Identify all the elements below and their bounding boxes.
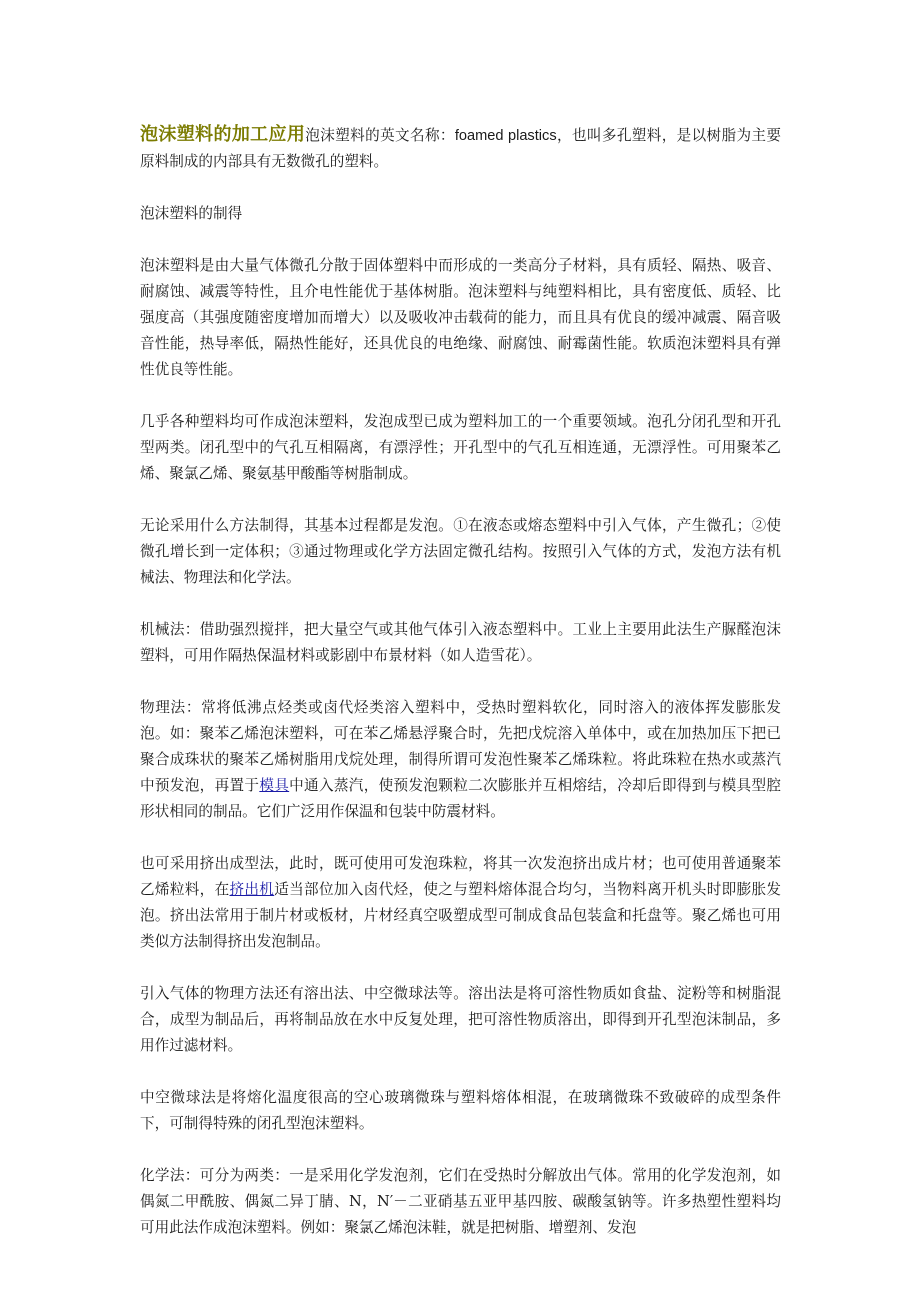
paragraph-mechanical: 机械法：借助强烈搅拌，把大量空气或其他气体引入液态塑料中。工业上主要用此法生产脲醛泡沫塑料，可用作隔热保温材料或影剧中布景材料（如人造雪花）。 — [140, 621, 781, 664]
paragraph-extrusion — [140, 851, 781, 955]
intro-paragraph — [140, 122, 781, 175]
physical-text-b: 中通入蒸汽，使预发泡颗粒二次膨胀并互相熔结，冷却后即得到与模具型腔形状相同的制品。它们广泛用作保温和包装中防震材料。 — [140, 777, 781, 820]
paragraph-hollow-microsphere: 中空微球法是将熔化温度很高的空心玻璃微珠与塑料熔体相混，在玻璃微珠不致破碎的成型条件下，可制得特殊的闭孔型泡沫塑料。 — [140, 1089, 781, 1132]
paragraph-physical — [140, 695, 781, 825]
document-title: 泡沫塑料的加工应用 — [140, 124, 306, 145]
paragraph-dissolution: 引入气体的物理方法还有溶出法、中空微球法等。溶出法是将可溶性物质如食盐、淀粉等和树脂混合，成型为制品后，再将制品放在水中反复处理，把可溶性物质溶出，即得到开孔型泡沫制品，多用作过滤材料。 — [140, 985, 781, 1054]
mold-link[interactable]: 模具 — [259, 777, 290, 794]
extrusion-text-b: 适当部位加入卤代烃，使之与塑料熔体混合均匀，当物料离开机头时即膨胀发泡。挤出法常用于制片材或板材，片材经真空吸塑成型可制成食品包装盒和托盘等。聚乙烯也可用类似方法制得挤出发泡制品。 — [140, 881, 781, 950]
extruder-link[interactable]: 挤出机 — [229, 881, 275, 898]
physical-text-a: 物理法：常将低沸点烃类或卤代烃类溶入塑料中，受热时塑料软化，同时溶入的液体挥发膨胀发泡。如：聚苯乙烯泡沫塑料，可在苯乙烯悬浮聚合时，先把戊烷溶入单体中，或在加热加压下把已聚合成珠状的聚苯乙烯树脂用戊烷处理，制得所谓可发泡性聚苯乙烯珠粒。将此珠粒在热水或蒸汽中预发泡，再置于 — [140, 699, 781, 794]
intro-rest: ，也叫多孔塑料，是以树脂为主要原料制成的内部具有无数微孔的塑料。 — [140, 127, 781, 170]
intro-text: 泡沫塑料的英文名称： — [305, 127, 455, 144]
paragraph-chemical: 化学法：可分为两类：一是采用化学发泡剂，它们在受热时分解放出气体。常用的化学发泡剂，如偶氮二甲酰胺、偶氮二异丁腈、N，N′－二亚硝基五亚甲基四胺、碳酸氢钠等。许多热塑性塑料均可用此法作成泡沫塑料。例如：聚氯乙烯泡沫鞋，就是把树脂、增塑剂、发泡 — [140, 1167, 781, 1236]
document-body — [140, 122, 781, 1267]
section-heading: 泡沫塑料的制得 — [140, 205, 243, 222]
paragraph-types: 几乎各种塑料均可作成泡沫塑料，发泡成型已成为塑料加工的一个重要领域。泡孔分闭孔型和开孔型两类。闭孔型中的气孔互相隔离，有漂浮性；开孔型中的气孔互相连通，无漂浮性。可用聚苯乙烯、聚氯乙烯、聚氨基甲酸酯等树脂制成。 — [140, 413, 781, 482]
paragraph-properties: 泡沫塑料是由大量气体微孔分散于固体塑料中而形成的一类高分子材料，具有质轻、隔热、吸音、耐腐蚀、减震等特性，且介电性能优于基体树脂。泡沫塑料与纯塑料相比，具有密度低、质轻、比强度高（其强度随密度增加而增大）以及吸收冲击载荷的能力，而且具有优良的缓冲减震、隔音吸音性能，热导率低，隔热性能好，还具优良的电绝缘、耐腐蚀、耐霉菌性能。软质泡沫塑料具有弹性优良等性能。 — [140, 257, 781, 378]
extrusion-text-a: 也可采用挤出成型法，此时，既可使用可发泡珠粒，将其一次发泡挤出成片材；也可使用普通聚苯乙烯粒料，在 — [140, 855, 781, 898]
paragraph-process: 无论采用什么方法制得，其基本过程都是发泡。①在液态或熔态塑料中引入气体，产生微孔；②使微孔增长到一定体积；③通过物理或化学方法固定微孔结构。按照引入气体的方式，发泡方法有机械法、物理法和化学法。 — [140, 517, 781, 586]
english-name: foamed plastics — [454, 128, 557, 144]
